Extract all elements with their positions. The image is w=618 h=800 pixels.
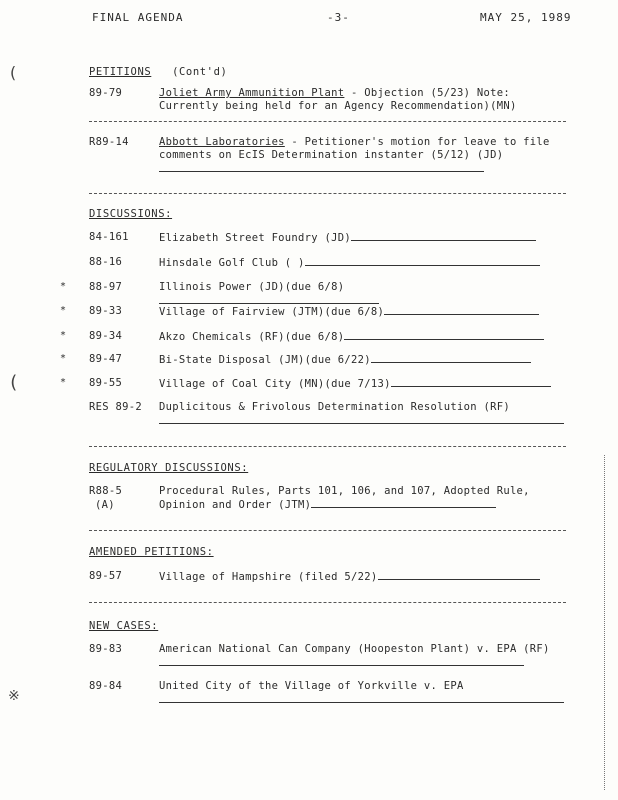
agenda-item: 89-33 Village of Fairview (JTM)(due 6/8) bbox=[89, 305, 569, 329]
agenda-item: 89-79 Joliet Army Ammunition Plant - Objection (5/23) Note: Currently being held for an Agency Recommendation)(MN) bbox=[89, 87, 517, 112]
agenda-item: 89-84 United City of the Village of Yorkville v. EPA bbox=[89, 680, 569, 710]
section-amended-petitions: AMENDED PETITIONS: bbox=[89, 546, 214, 558]
header-title: FINAL AGENDA bbox=[92, 11, 184, 24]
section-new-cases: NEW CASES: bbox=[89, 620, 159, 632]
agenda-item: 88-97 Illinois Power (JD)(due 6/8) bbox=[89, 281, 569, 305]
agenda-item: R88-5 (A) Procedural Rules, Parts 101, 106, and 107, Adopted Rule, Opinion and Order (JTM) bbox=[89, 485, 530, 511]
margin-mark: ( bbox=[8, 63, 18, 82]
star-mark: * bbox=[60, 353, 67, 364]
page-number: -3- bbox=[327, 11, 350, 24]
section-discussions: DISCUSSIONS: bbox=[89, 208, 173, 220]
agenda-item: 89-34 Akzo Chemicals (RF)(due 6/8) bbox=[89, 330, 569, 354]
margin-mark: ( bbox=[8, 372, 20, 393]
star-mark: * bbox=[60, 330, 67, 341]
margin-mark: ※ bbox=[8, 688, 21, 704]
agenda-item: 89-55 Village of Coal City (MN)(due 7/13) bbox=[89, 377, 569, 401]
agenda-item: 89-47 Bi-State Disposal (JM)(due 6/22) bbox=[89, 353, 569, 377]
agenda-item: RES 89-2 Duplicitous & Frivolous Determination Resolution (RF) bbox=[89, 401, 569, 425]
margin-line bbox=[604, 455, 605, 790]
star-mark: * bbox=[60, 305, 67, 316]
star-mark: * bbox=[60, 281, 67, 292]
star-mark: * bbox=[60, 377, 67, 388]
agenda-item: 84-161 Elizabeth Street Foundry (JD) bbox=[89, 231, 569, 255]
header-date: MAY 25, 1989 bbox=[480, 11, 572, 24]
section-petitions: PETITIONS (Cont'd) bbox=[89, 66, 228, 78]
agenda-item: R89-14 Abbott Laboratories - Petitioner's motion for leave to file comments on EcIS Determination instanter (5/12) (JD) bbox=[89, 136, 569, 160]
agenda-item: 89-83 American National Can Company (Hoopeston Plant) v. EPA (RF) bbox=[89, 643, 569, 673]
agenda-item: 88-16 Hinsdale Golf Club ( ) bbox=[89, 256, 569, 280]
section-regulatory: REGULATORY DISCUSSIONS: bbox=[89, 462, 249, 474]
agenda-item: 89-57 Village of Hampshire (filed 5/22) bbox=[89, 570, 569, 594]
